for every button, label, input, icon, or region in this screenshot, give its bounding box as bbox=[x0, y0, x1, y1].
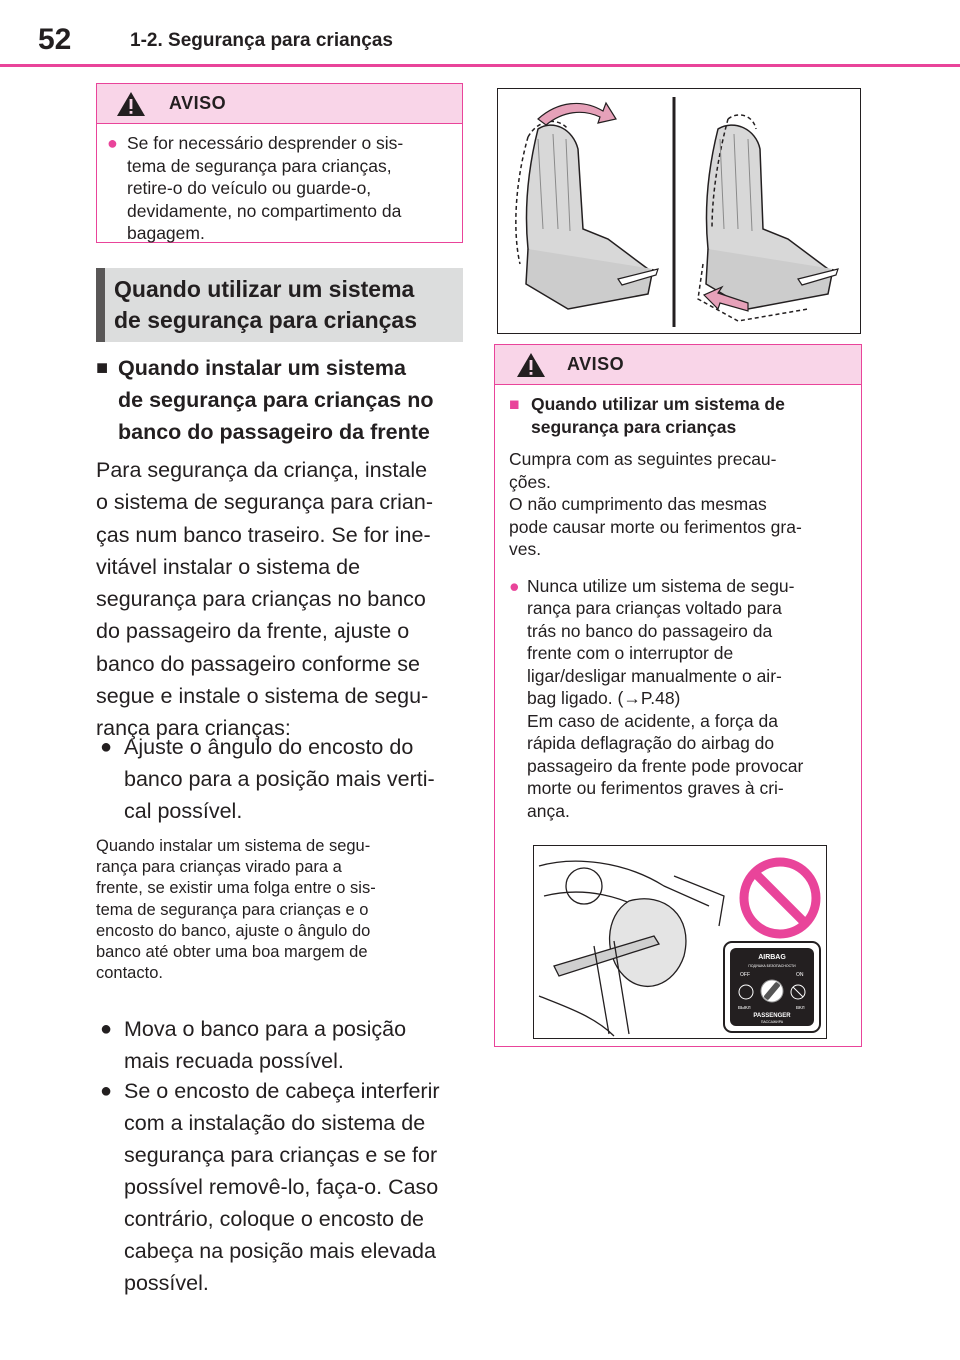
warning-intro: Cumpra com as seguintes precau- ções. O não cumprimento das mesmas pode causar morte ou ferimentos gra- ves. bbox=[509, 449, 802, 559]
airbag-illustration bbox=[533, 845, 827, 1039]
warning-text: Se for necessário desprender o sis- tema de segurança para crianças, retire-o do veículo ou guarde-o, devidamente, no compartimento da bagagem. bbox=[127, 133, 404, 243]
warning-header bbox=[495, 345, 861, 385]
header-rule bbox=[0, 64, 960, 67]
warning-body bbox=[97, 124, 462, 245]
seat-right-icon bbox=[698, 115, 838, 321]
dashboard-drawing-icon bbox=[539, 861, 724, 1036]
warning-triangle-icon bbox=[115, 90, 147, 118]
list-item bbox=[509, 575, 849, 823]
intro-paragraph: Para segurança da criança, instale o sistema de segurança para crian- ças num banco traseiro. Se for ine- vitável instalar o sistema de segurança para crianças no banco do passageiro da frente, ajuste o banco do passageiro conforme se segue e instale o sistema de segu- rança para crianças: bbox=[96, 458, 434, 741]
passenger-label: PASSENGER bbox=[753, 1013, 791, 1019]
section-heading-text: Quando utilizar um sistema de segurança para crianças bbox=[114, 276, 417, 333]
list-item bbox=[96, 731, 468, 827]
bullet-text: Se o encosto de cabeça interferir com a instalação do sistema de segurança para crianças e se for possível removê-lo, faça-o. Caso contrário, coloque o encosto de cabeça na posição mais elevada possível. bbox=[124, 1079, 440, 1295]
seat-left-icon bbox=[516, 103, 658, 309]
section-heading bbox=[96, 268, 463, 342]
airbag-illustration-svg bbox=[534, 846, 826, 1038]
section-title: 1-2. Segurança para crianças bbox=[130, 30, 393, 51]
prohibition-icon bbox=[744, 862, 816, 934]
airbag-switch-panel-icon bbox=[724, 942, 820, 1032]
warning-subheading-text: Quando utilizar um sistema de segurança para crianças bbox=[531, 394, 785, 437]
bullet-icon: ● bbox=[100, 736, 113, 758]
heading-bar bbox=[96, 268, 105, 342]
on-ru-label: ВКЛ bbox=[796, 1005, 805, 1010]
subheading-text: Quando instalar um sistema de segurança para crianças no banco do passageiro da frente bbox=[118, 356, 434, 444]
square-bullet-icon: ■ bbox=[96, 357, 109, 379]
off-ru-label: ВЫКЛ bbox=[738, 1005, 751, 1010]
bullet-text: Mova o banco para a posição mais recuada possível. bbox=[124, 1017, 407, 1073]
page-header bbox=[38, 22, 928, 62]
bullet-icon: ● bbox=[107, 133, 118, 153]
warning-label: AVISO bbox=[567, 354, 625, 374]
bullet-icon: ● bbox=[100, 1018, 113, 1040]
bullet-icon: ● bbox=[509, 575, 520, 596]
list-item bbox=[96, 1075, 468, 1299]
warning-header bbox=[97, 84, 462, 124]
small-note: Quando instalar um sistema de segu- rança para crianças virado para a frente, se existir uma folga entre o sis- tema de segurança para crianças e o encosto do banco, ajuste o ângulo do banco até obter uma boa margem de contacto. bbox=[96, 837, 376, 983]
warning-box-main bbox=[494, 344, 862, 1047]
airbag-subtitle: ПОДУШКА БЕЗОПАСНОСТИ bbox=[748, 964, 796, 968]
bullet-text: Ajuste o ângulo do encosto do banco para a posição mais verti- cal possível. bbox=[124, 735, 435, 823]
warning-box-top bbox=[96, 83, 463, 243]
rotate-arrow-icon bbox=[538, 103, 616, 125]
seat-illustration-svg bbox=[498, 89, 860, 333]
square-bullet-icon: ■ bbox=[509, 394, 520, 414]
airbag-title: AIRBAG bbox=[758, 954, 786, 961]
passenger-ru-label: ПАССАЖИРА bbox=[760, 1020, 784, 1024]
warning-subheading bbox=[509, 393, 849, 438]
warning-triangle-icon bbox=[515, 351, 547, 379]
off-label: OFF bbox=[740, 972, 750, 978]
subheading bbox=[96, 352, 468, 448]
list-item bbox=[107, 132, 448, 245]
warning-body bbox=[495, 393, 861, 822]
bullet-icon: ● bbox=[100, 1080, 113, 1102]
warning-label: AVISO bbox=[169, 93, 227, 113]
on-label: ON bbox=[796, 972, 804, 978]
list-item bbox=[96, 1013, 468, 1077]
seat-adjustment-illustration bbox=[497, 88, 861, 334]
warning-item-text: Nunca utilize um sistema de segu- rança para crianças voltado para trás no banco do passageiro da frente com o interruptor de ligar/desligar manualmente o air- bag ligado. (→P.48) Em caso de acidente, a força da rápida deflagração do airbag do passageiro da frente pode provocar morte ou ferimentos graves à cri- ança. bbox=[527, 575, 804, 821]
page-number: 52 bbox=[38, 23, 72, 56]
